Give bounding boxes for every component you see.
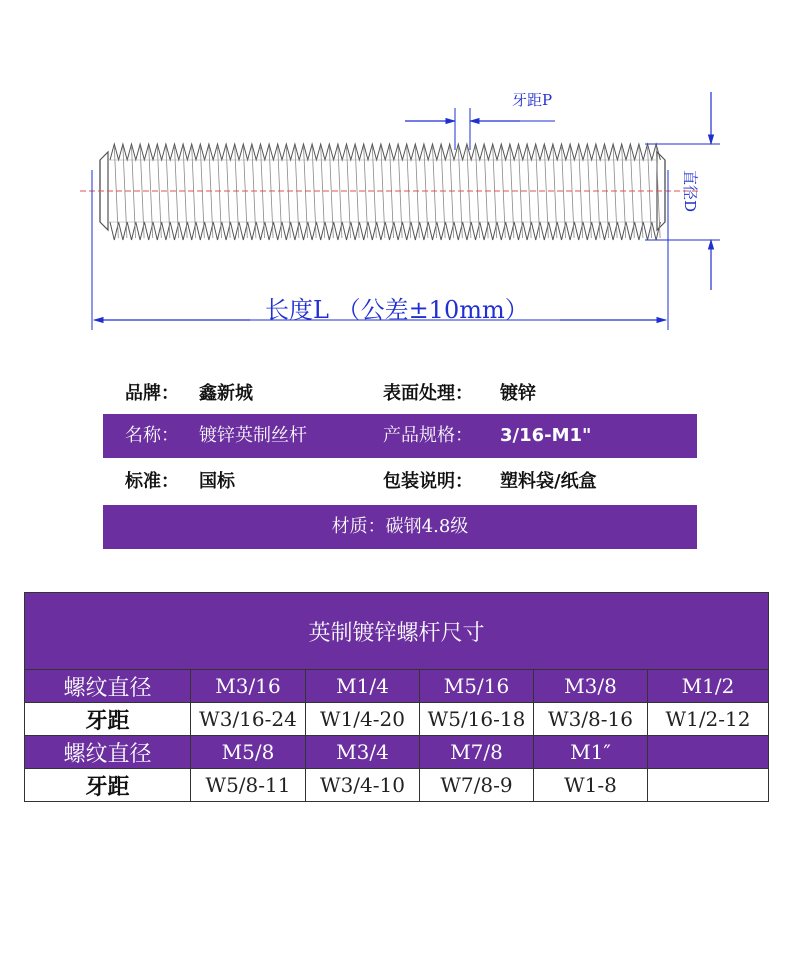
threaded-rod-diagram [0, 0, 790, 350]
diameter-row [25, 670, 769, 703]
spec-row-name [103, 414, 697, 458]
pitch-row [25, 703, 769, 736]
diameter-cell: M5/16 [420, 670, 534, 703]
surface-label: 表面处理： [383, 383, 473, 404]
pitch-cell: W3/4-10 [306, 769, 420, 802]
spec-label: 产品规格： [383, 425, 473, 446]
brand-label: 品牌： [125, 383, 179, 404]
pitch-cell: W1-8 [534, 769, 648, 802]
pitch-row-label: 牙距 [25, 769, 191, 802]
size-table [24, 592, 769, 802]
rod-body [100, 144, 665, 240]
spec-row-brand [103, 372, 697, 416]
size-table-title: 英制镀锌螺杆尺寸 [25, 593, 769, 670]
packing-value: 塑料袋/纸盒 [500, 471, 597, 492]
diameter-cell: M3/4 [306, 736, 420, 769]
pitch-cell: W7/8-9 [420, 769, 534, 802]
diameter-cell: M3/8 [534, 670, 648, 703]
brand-value: 鑫新城 [199, 383, 253, 404]
diameter-row-label: 螺纹直径 [25, 736, 191, 769]
length-label: 长度L （公差±10mm） [265, 296, 529, 324]
diameter-cell: M1/2 [648, 670, 769, 703]
spec-value: 3/16-M1" [500, 425, 592, 446]
diameter-cell: M1″ [534, 736, 648, 769]
diameter-row [25, 736, 769, 769]
diameter-row-label: 螺纹直径 [25, 670, 191, 703]
length-dimension [92, 170, 668, 330]
pitch-cell: W3/16-24 [191, 703, 306, 736]
pitch-row-label: 牙距 [25, 703, 191, 736]
diameter-cell: M7/8 [420, 736, 534, 769]
pitch-cell: W1/2-12 [648, 703, 769, 736]
name-label: 名称： [125, 425, 179, 446]
spec-row-standard [103, 460, 697, 504]
diameter-cell: M3/16 [191, 670, 306, 703]
spec-row-material [103, 505, 697, 549]
name-value: 镀锌英制丝杆 [199, 425, 307, 446]
standard-label: 标准： [125, 471, 179, 492]
diameter-label: 直径D [681, 170, 699, 213]
pitch-label: 牙距P [512, 91, 553, 109]
standard-value: 国标 [199, 471, 235, 492]
surface-value: 镀锌 [500, 383, 536, 404]
pitch-cell: W3/8-16 [534, 703, 648, 736]
pitch-row [25, 769, 769, 802]
diameter-cell [648, 736, 769, 769]
pitch-dimension [405, 91, 555, 150]
diameter-cell: M1/4 [306, 670, 420, 703]
pitch-cell: W5/16-18 [420, 703, 534, 736]
packing-label: 包装说明： [383, 471, 473, 492]
pitch-cell: W5/8-11 [191, 769, 306, 802]
pitch-cell: W1/4-20 [306, 703, 420, 736]
material-text: 材质：碳钢4.8级 [331, 516, 469, 537]
pitch-cell [648, 769, 769, 802]
diameter-cell: M5/8 [191, 736, 306, 769]
